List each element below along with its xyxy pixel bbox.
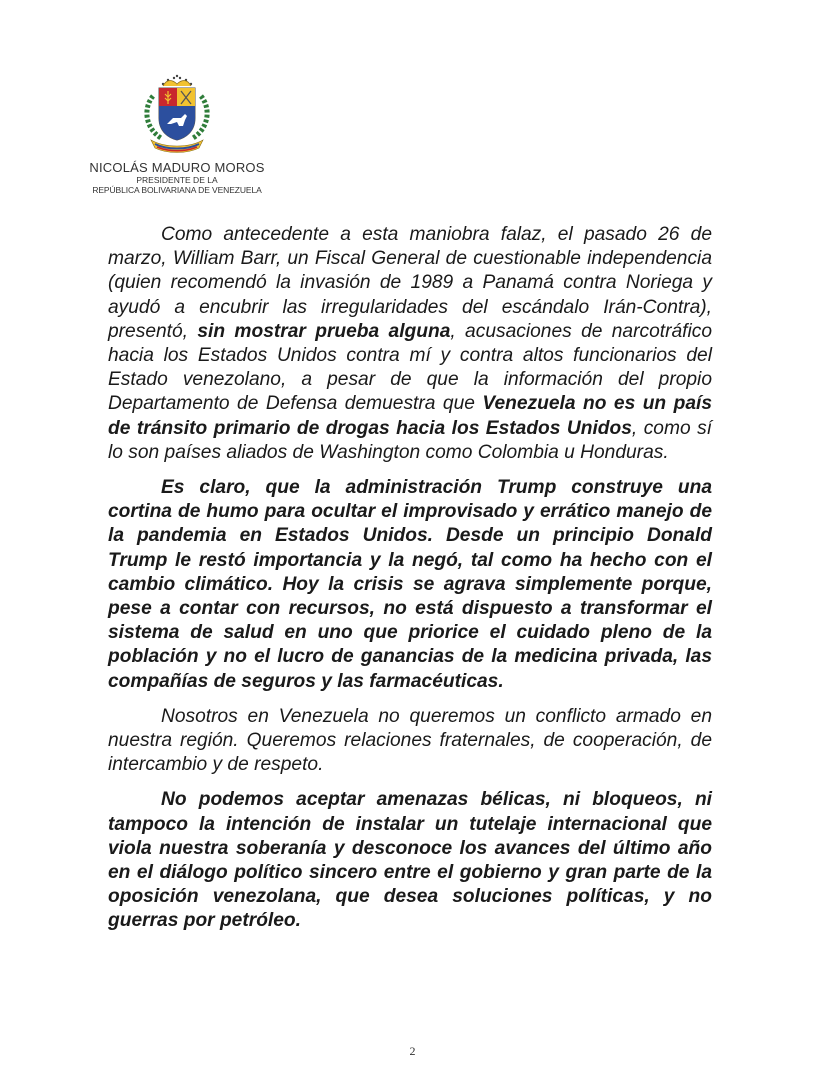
- paragraph-1: [108, 223, 712, 465]
- paragraph-4: No podemos aceptar amenazas bélicas, ni bloqueos, ni tampoco la intención de instalar un tutelaje internacional que viola nuestra soberanía y desconoce los avances del último año en el diálogo político sincero entre el gobierno y gran parte de la oposición venezolana, que desea soluciones políticas, y no guerras por petróleo.: [108, 789, 712, 932]
- letterhead-country: REPÚBLICA BOLIVARIANA DE VENEZUELA: [92, 185, 262, 195]
- paragraph-1-text-c: , como sí lo son países aliados de Washington como Colombia u Honduras.: [108, 417, 712, 463]
- document-body: [108, 223, 712, 934]
- paragraph-2: Es claro, que la administración Trump construye una cortina de humo para ocultar el improvisado y errático manejo de la pandemia en Estados Unidos. Desde un principio Donald Trump le restó importancia y la negó, tal como ha hecho con el cambio climático. Hoy la crisis se agrava simplemente porque, pese a contar con recursos, no está dispuesto a transformar el sistema de salud en uno que priorice el cuidado pleno de la población y no el lucro de ganancias de la medicina privada, las compañías de seguros y las farmacéuticas.: [108, 477, 712, 692]
- page-number: 2: [409, 1044, 416, 1058]
- paragraph-1-text-b: , acusaciones de narcotráfico hacia los Estados Unidos contra mí y contra altos funcionarios del Estado venezolano, a pesar de que la información del propio Departamento de Defensa demuestra que: [108, 320, 712, 415]
- letterhead-title: PRESIDENTE DE LA: [136, 175, 218, 185]
- paragraph-1-emphasis-a: sin mostrar prueba alguna: [197, 320, 451, 342]
- letterhead: [70, 74, 284, 195]
- paragraph-3: Nosotros en Venezuela no queremos un conflicto armado en nuestra región. Queremos relaciones fraternales, de cooperación, de intercambio y de respeto.: [108, 705, 712, 776]
- letterhead-name: NICOLÁS MADURO MOROS: [89, 160, 265, 175]
- coat-of-arms-icon: [139, 74, 215, 154]
- paragraph-1-emphasis-b: Venezuela no es un país de tránsito primario de drogas hacia los Estados Unidos: [108, 393, 712, 439]
- paragraph-1-text-a: Como antecedente a esta maniobra falaz, el pasado 26 de marzo, William Barr, un Fiscal General de cuestionable independencia (quien recomendó la invasión de 1989 a Panamá contra Noriega y ayudó a encubrir las irregularidades del escándalo Irán-Contra), presentó,: [108, 224, 712, 342]
